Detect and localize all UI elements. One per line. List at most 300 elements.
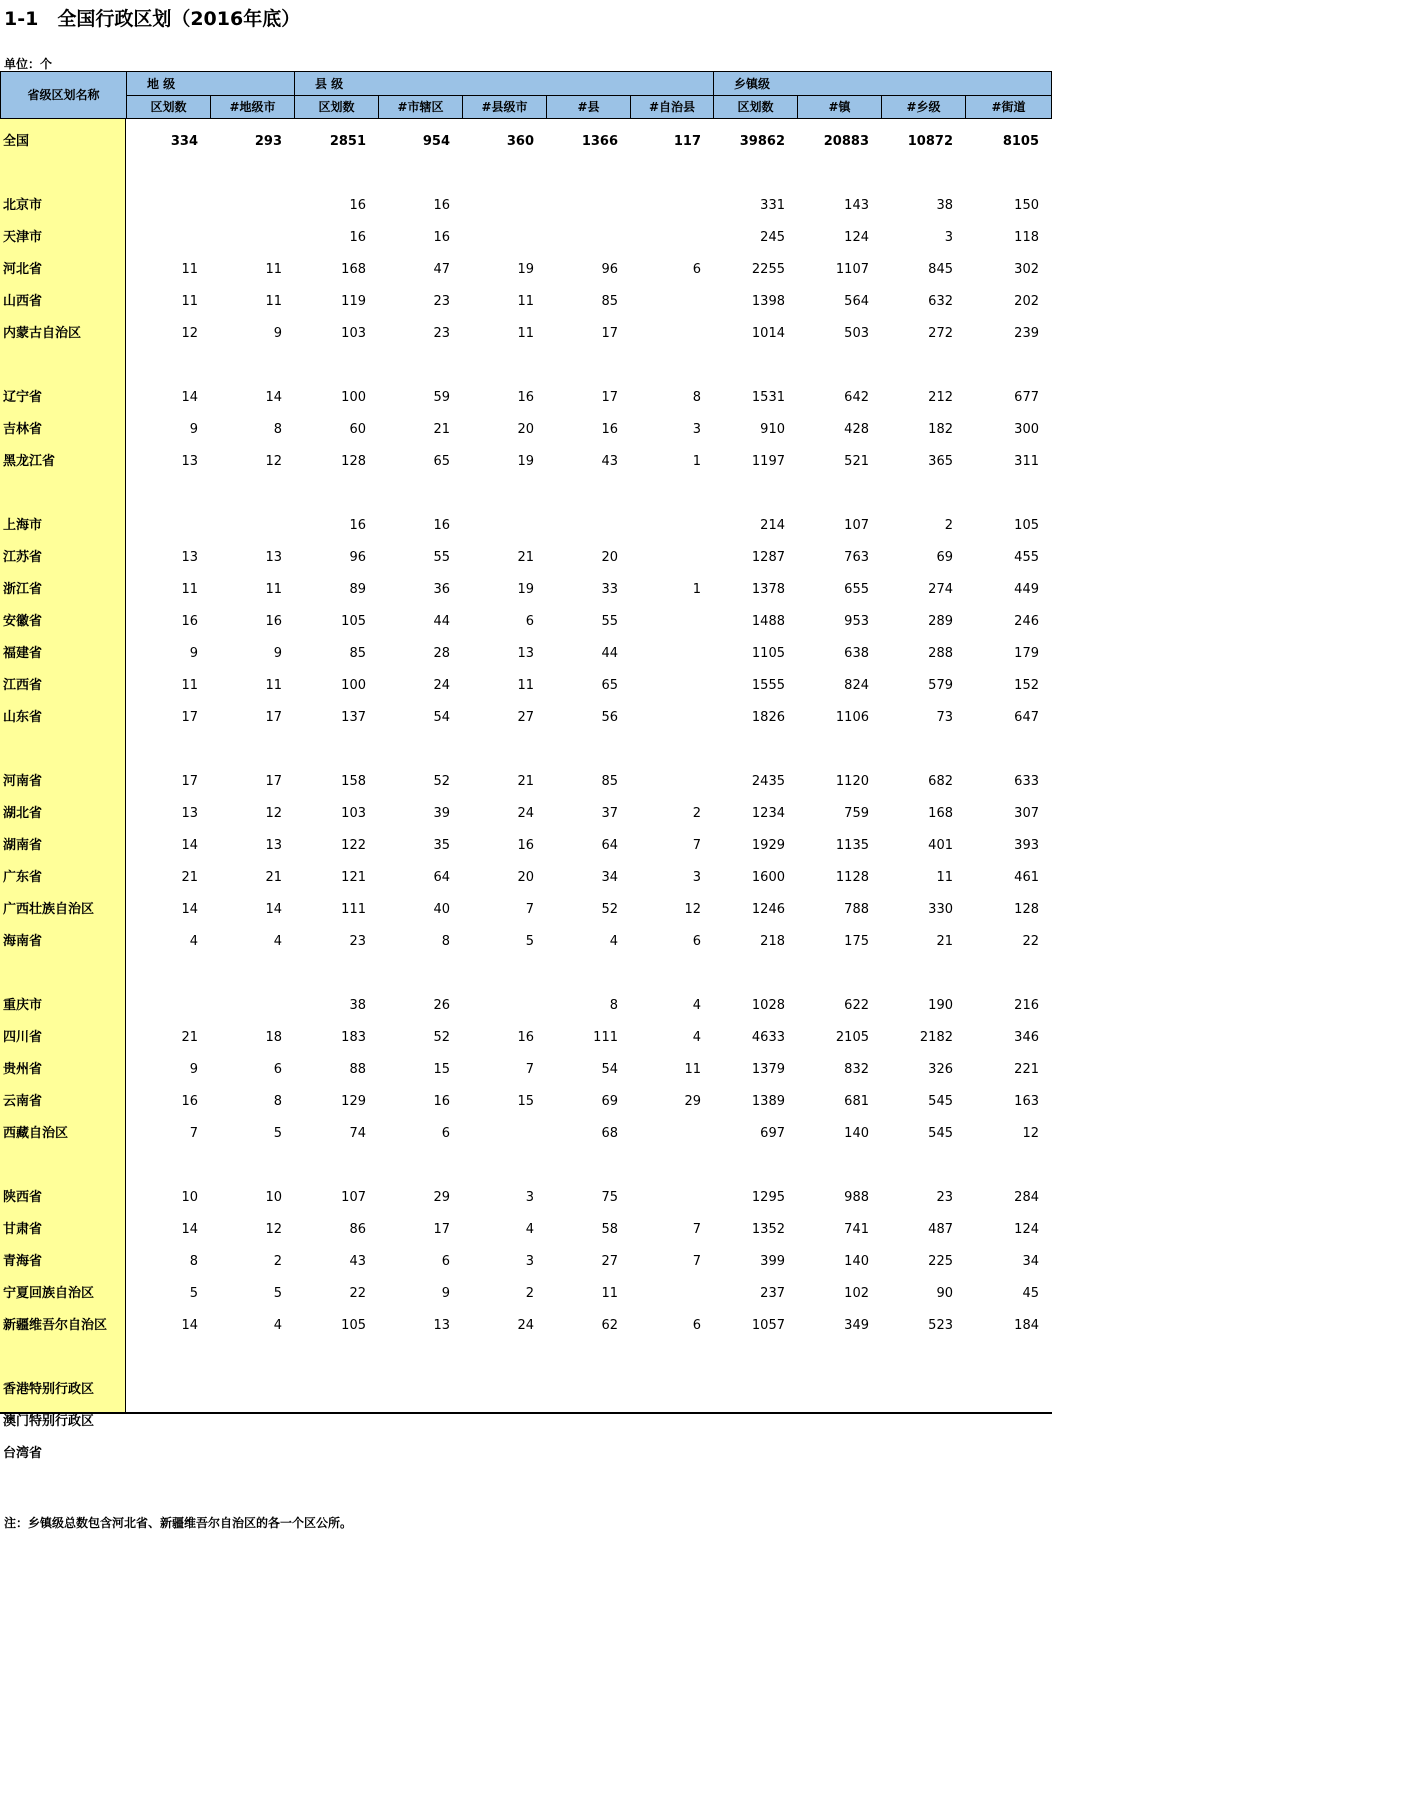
table-row: [0, 1447, 1052, 1465]
table-cell: 184: [1014, 1318, 1039, 1333]
table-cell: 16: [517, 838, 534, 853]
table-cell: 105: [341, 614, 366, 629]
header-group-prefecture: 地 级: [126, 71, 295, 96]
table-cell: 69: [601, 1094, 618, 1109]
table-cell: 1246: [751, 902, 785, 917]
table-cell: 65: [601, 678, 618, 693]
table-cell: 39862: [739, 134, 785, 149]
region-name: 内蒙古自治区: [3, 326, 82, 341]
table-cell: 16: [349, 518, 366, 533]
table-cell: 1014: [751, 326, 785, 341]
table-cell: 5: [525, 934, 534, 949]
table-cell: 455: [1014, 550, 1039, 565]
table-cell: 393: [1014, 838, 1039, 853]
table-cell: 16: [601, 422, 618, 437]
table-cell: 20: [517, 422, 534, 437]
table-cell: 103: [341, 806, 366, 821]
region-name: 甘肃省: [3, 1222, 43, 1237]
table-cell: 27: [517, 710, 534, 725]
table-cell: 17: [601, 390, 618, 405]
table-cell: 759: [844, 806, 869, 821]
table-cell: 647: [1014, 710, 1039, 725]
region-name: 山东省: [3, 710, 43, 725]
table-cell: 3: [692, 870, 701, 885]
table-cell: 117: [673, 134, 701, 149]
table-cell: 45: [1022, 1286, 1039, 1301]
table-cell: 638: [844, 646, 869, 661]
table-cell: 218: [760, 934, 785, 949]
table-cell: 1: [692, 454, 701, 469]
table-row: [0, 199, 1052, 217]
table-cell: 642: [844, 390, 869, 405]
table-cell: 221: [1014, 1062, 1039, 1077]
table-cell: 579: [928, 678, 953, 693]
table-row: [0, 263, 1052, 281]
table-cell: 788: [844, 902, 869, 917]
table-cell: 22: [1022, 934, 1039, 949]
table-row: [0, 1383, 1052, 1401]
table-cell: 293: [254, 134, 282, 149]
table-cell: 15: [517, 1094, 534, 1109]
region-name: 天津市: [3, 230, 43, 245]
table-cell: 302: [1014, 262, 1039, 277]
table-cell: 33: [601, 582, 618, 597]
table-cell: 182: [928, 422, 953, 437]
table-cell: 128: [1014, 902, 1039, 917]
region-name: 湖南省: [3, 838, 43, 853]
table-cell: 152: [1014, 678, 1039, 693]
table-cell: 143: [844, 198, 869, 213]
table-cell: 16: [517, 390, 534, 405]
header-county-city: #县级市: [462, 95, 547, 119]
table-cell: 832: [844, 1062, 869, 1077]
table-cell: 163: [1014, 1094, 1039, 1109]
table-cell: 18: [265, 1030, 282, 1045]
table-cell: 1488: [751, 614, 785, 629]
table-cell: 96: [601, 262, 618, 277]
region-name: 河北省: [3, 262, 43, 277]
table-cell: 122: [341, 838, 366, 853]
table-cell: 11: [265, 262, 282, 277]
table-cell: 1120: [835, 774, 869, 789]
table-cell: 39: [433, 806, 450, 821]
table-cell: 3: [944, 230, 953, 245]
table-cell: 90: [936, 1286, 953, 1301]
table-cell: 360: [506, 134, 534, 149]
table-cell: 11: [181, 678, 198, 693]
table-cell: 11: [517, 678, 534, 693]
header-township: #乡级: [881, 95, 966, 119]
table-cell: 9: [273, 646, 282, 661]
table-cell: 124: [844, 230, 869, 245]
table-cell: 697: [760, 1126, 785, 1141]
table-cell: 11: [601, 1286, 618, 1301]
table-cell: 16: [433, 230, 450, 245]
header-group-township: 乡镇级: [713, 71, 1052, 96]
region-name: 青海省: [3, 1254, 43, 1269]
table-cell: 487: [928, 1222, 953, 1237]
table-cell: 1531: [751, 390, 785, 405]
table-cell: 183: [341, 1030, 366, 1045]
header-county-count: 区划数: [294, 95, 379, 119]
table-row: [0, 839, 1052, 857]
table-cell: 2: [944, 518, 953, 533]
table-row: [0, 1095, 1052, 1113]
table-row: [0, 1031, 1052, 1049]
table-cell: 7: [189, 1126, 198, 1141]
table-cell: 8: [609, 998, 618, 1013]
table-cell: 28: [433, 646, 450, 661]
table-cell: 100: [341, 678, 366, 693]
table-cell: 15: [433, 1062, 450, 1077]
region-name: 吉林省: [3, 422, 43, 437]
table-cell: 2: [273, 1254, 282, 1269]
table-cell: 34: [1022, 1254, 1039, 1269]
table-cell: 14: [181, 838, 198, 853]
table-cell: 16: [517, 1030, 534, 1045]
table-cell: 449: [1014, 582, 1039, 597]
table-cell: 311: [1014, 454, 1039, 469]
table-cell: 88: [349, 1062, 366, 1077]
table-cell: 121: [341, 870, 366, 885]
table-cell: 69: [936, 550, 953, 565]
table-cell: 9: [189, 1062, 198, 1077]
table-cell: 58: [601, 1222, 618, 1237]
region-name: 云南省: [3, 1094, 43, 1109]
table-row: [0, 1319, 1052, 1337]
table-cell: 105: [341, 1318, 366, 1333]
table-cell: 216: [1014, 998, 1039, 1013]
table-cell: 655: [844, 582, 869, 597]
table-cell: 1107: [835, 262, 869, 277]
table-cell: 17: [433, 1222, 450, 1237]
table-cell: 16: [349, 230, 366, 245]
header-autonomous-county: #自治县: [630, 95, 714, 119]
table-cell: 545: [928, 1094, 953, 1109]
table-row: [0, 807, 1052, 825]
table-cell: 246: [1014, 614, 1039, 629]
table-cell: 12: [684, 902, 701, 917]
table-row: [0, 1063, 1052, 1081]
table-cell: 1234: [751, 806, 785, 821]
table-cell: 16: [181, 614, 198, 629]
region-name: 广西壮族自治区: [3, 902, 95, 917]
table-cell: 24: [433, 678, 450, 693]
table-cell: 44: [433, 614, 450, 629]
table-cell: 52: [601, 902, 618, 917]
table-cell: 17: [265, 774, 282, 789]
table-cell: 239: [1014, 326, 1039, 341]
table-cell: 521: [844, 454, 869, 469]
header-prefecture-count: 区划数: [126, 95, 211, 119]
table-cell: 677: [1014, 390, 1039, 405]
table-row: [0, 295, 1052, 313]
table-cell: 52: [433, 774, 450, 789]
page-title: 1-1 全国行政区划（2016年底）: [4, 8, 301, 30]
table-cell: 140: [844, 1254, 869, 1269]
table-cell: 1366: [581, 134, 618, 149]
table-cell: 3: [525, 1254, 534, 1269]
region-name: 西藏自治区: [3, 1126, 69, 1141]
table-cell: 988: [844, 1190, 869, 1205]
table-cell: 38: [349, 998, 366, 1013]
table-cell: 5: [189, 1286, 198, 1301]
table-cell: 7: [525, 902, 534, 917]
table-cell: 20883: [823, 134, 869, 149]
table-cell: 11: [265, 294, 282, 309]
table-cell: 12: [181, 326, 198, 341]
table-cell: 5: [273, 1286, 282, 1301]
table-cell: 10: [265, 1190, 282, 1205]
table-cell: 1389: [751, 1094, 785, 1109]
table-cell: 11: [684, 1062, 701, 1077]
region-name: 浙江省: [3, 582, 43, 597]
table-cell: 1929: [751, 838, 785, 853]
table-cell: 2435: [751, 774, 785, 789]
table-cell: 9: [441, 1286, 450, 1301]
footnote: 注：乡镇级总数包含河北省、新疆维吾尔自治区的各一个区公所。: [4, 1516, 353, 1530]
table-cell: 14: [181, 1222, 198, 1237]
table-cell: 633: [1014, 774, 1039, 789]
table-cell: 64: [601, 838, 618, 853]
table-cell: 6: [692, 934, 701, 949]
region-name: 安徽省: [3, 614, 43, 629]
table-cell: 16: [433, 518, 450, 533]
table-cell: 16: [433, 1094, 450, 1109]
table-cell: 11: [936, 870, 953, 885]
table-cell: 1398: [751, 294, 785, 309]
region-name: 全国: [3, 134, 30, 149]
table-cell: 150: [1014, 198, 1039, 213]
region-name: 新疆维吾尔自治区: [3, 1318, 108, 1333]
table-cell: 331: [760, 198, 785, 213]
table-cell: 16: [265, 614, 282, 629]
table-cell: 300: [1014, 422, 1039, 437]
table-cell: 349: [844, 1318, 869, 1333]
table-cell: 954: [422, 134, 450, 149]
table-cell: 17: [601, 326, 618, 341]
table-cell: 29: [433, 1190, 450, 1205]
table-row: [0, 647, 1052, 665]
table-cell: 2: [692, 806, 701, 821]
table-row: [0, 327, 1052, 345]
table-cell: 2255: [751, 262, 785, 277]
table-cell: 168: [928, 806, 953, 821]
table-cell: 119: [341, 294, 366, 309]
table-cell: 74: [349, 1126, 366, 1141]
table-row: [0, 1191, 1052, 1209]
table-cell: 824: [844, 678, 869, 693]
table-row: [0, 135, 1052, 153]
table-cell: 21: [433, 422, 450, 437]
table-cell: 13: [433, 1318, 450, 1333]
table-cell: 461: [1014, 870, 1039, 885]
table-cell: 13: [265, 838, 282, 853]
table-cell: 1197: [751, 454, 785, 469]
table-cell: 1106: [835, 710, 869, 725]
table-cell: 428: [844, 422, 869, 437]
table-row: [0, 231, 1052, 249]
table-cell: 11: [265, 582, 282, 597]
table-cell: 179: [1014, 646, 1039, 661]
region-name: 江西省: [3, 678, 43, 693]
table-cell: 334: [170, 134, 198, 149]
table-cell: 289: [928, 614, 953, 629]
table-cell: 1295: [751, 1190, 785, 1205]
table-cell: 8105: [1002, 134, 1039, 149]
table-cell: 103: [341, 326, 366, 341]
table-cell: 6: [273, 1062, 282, 1077]
table-row: [0, 615, 1052, 633]
table-cell: 16: [349, 198, 366, 213]
table-cell: 274: [928, 582, 953, 597]
table-row: [0, 551, 1052, 569]
table-cell: 17: [181, 774, 198, 789]
table-cell: 21: [181, 870, 198, 885]
table-row: [0, 935, 1052, 953]
table-cell: 1378: [751, 582, 785, 597]
table-cell: 564: [844, 294, 869, 309]
table-cell: 23: [433, 326, 450, 341]
region-name: 辽宁省: [3, 390, 43, 405]
table-cell: 7: [692, 1254, 701, 1269]
table-cell: 27: [601, 1254, 618, 1269]
table-cell: 13: [265, 550, 282, 565]
table-cell: 21: [265, 870, 282, 885]
table-cell: 24: [517, 1318, 534, 1333]
table-cell: 346: [1014, 1030, 1039, 1045]
table-cell: 4: [189, 934, 198, 949]
table-cell: 2: [525, 1286, 534, 1301]
table-cell: 6: [692, 1318, 701, 1333]
table-cell: 284: [1014, 1190, 1039, 1205]
header-town: #镇: [797, 95, 882, 119]
table-cell: 9: [273, 326, 282, 341]
table-cell: 23: [349, 934, 366, 949]
table-cell: 29: [684, 1094, 701, 1109]
table-cell: 5: [273, 1126, 282, 1141]
region-name: 四川省: [3, 1030, 43, 1045]
table-row: [0, 519, 1052, 537]
table-cell: 168: [341, 262, 366, 277]
table-cell: 682: [928, 774, 953, 789]
table-cell: 202: [1014, 294, 1039, 309]
table-cell: 741: [844, 1222, 869, 1237]
table-bottom-border: [0, 1412, 1052, 1414]
table-cell: 107: [844, 518, 869, 533]
table-row: [0, 903, 1052, 921]
table-cell: 4: [692, 998, 701, 1013]
table-cell: 622: [844, 998, 869, 1013]
table-cell: 65: [433, 454, 450, 469]
table-cell: 8: [692, 390, 701, 405]
table-cell: 128: [341, 454, 366, 469]
table-cell: 10: [181, 1190, 198, 1205]
table-cell: 13: [181, 454, 198, 469]
table-cell: 1057: [751, 1318, 785, 1333]
table-row: [0, 391, 1052, 409]
table-cell: 14: [181, 390, 198, 405]
table-cell: 102: [844, 1286, 869, 1301]
table-cell: 11: [517, 294, 534, 309]
table-cell: 21: [517, 550, 534, 565]
table-cell: 13: [181, 806, 198, 821]
region-name: 江苏省: [3, 550, 43, 565]
table-cell: 12: [265, 1222, 282, 1237]
region-name: 黑龙江省: [3, 454, 56, 469]
table-cell: 40: [433, 902, 450, 917]
table-cell: 14: [265, 390, 282, 405]
table-cell: 12: [265, 806, 282, 821]
region-name: 宁夏回族自治区: [3, 1286, 95, 1301]
table-row: [0, 583, 1052, 601]
table-cell: 845: [928, 262, 953, 277]
table-cell: 1600: [751, 870, 785, 885]
table-cell: 13: [181, 550, 198, 565]
table-cell: 10872: [907, 134, 953, 149]
table-cell: 4: [273, 934, 282, 949]
table-cell: 175: [844, 934, 869, 949]
region-name: 福建省: [3, 646, 43, 661]
table-cell: 11: [181, 582, 198, 597]
header-name-column: 省级区划名称: [0, 71, 127, 119]
table-cell: 158: [341, 774, 366, 789]
region-name: 河南省: [3, 774, 43, 789]
region-name: 湖北省: [3, 806, 43, 821]
table-cell: 21: [181, 1030, 198, 1045]
table-cell: 1: [692, 582, 701, 597]
region-name: 台湾省: [3, 1446, 43, 1461]
table-cell: 8: [441, 934, 450, 949]
table-cell: 1379: [751, 1062, 785, 1077]
table-cell: 111: [593, 1030, 618, 1045]
table-cell: 89: [349, 582, 366, 597]
table-cell: 43: [601, 454, 618, 469]
table-cell: 953: [844, 614, 869, 629]
table-cell: 64: [433, 870, 450, 885]
table-cell: 1105: [751, 646, 785, 661]
table-row: [0, 999, 1052, 1017]
name-column-background: [0, 119, 126, 1413]
region-name: 陕西省: [3, 1190, 43, 1205]
table-cell: 22: [349, 1286, 366, 1301]
table-cell: 1135: [835, 838, 869, 853]
table-cell: 137: [341, 710, 366, 725]
table-cell: 68: [601, 1126, 618, 1141]
table-cell: 4633: [751, 1030, 785, 1045]
table-cell: 56: [601, 710, 618, 725]
table-cell: 124: [1014, 1222, 1039, 1237]
table-cell: 288: [928, 646, 953, 661]
table-row: [0, 1223, 1052, 1241]
table-cell: 107: [341, 1190, 366, 1205]
table-cell: 6: [525, 614, 534, 629]
table-cell: 47: [433, 262, 450, 277]
table-cell: 7: [692, 838, 701, 853]
table-cell: 681: [844, 1094, 869, 1109]
table-cell: 245: [760, 230, 785, 245]
table-cell: 75: [601, 1190, 618, 1205]
table-cell: 140: [844, 1126, 869, 1141]
table-cell: 54: [601, 1062, 618, 1077]
table-cell: 12: [265, 454, 282, 469]
header-township-count: 区划数: [713, 95, 798, 119]
table-row: [0, 455, 1052, 473]
table-cell: 1352: [751, 1222, 785, 1237]
table-cell: 11: [181, 294, 198, 309]
table-cell: 85: [601, 294, 618, 309]
table-cell: 523: [928, 1318, 953, 1333]
